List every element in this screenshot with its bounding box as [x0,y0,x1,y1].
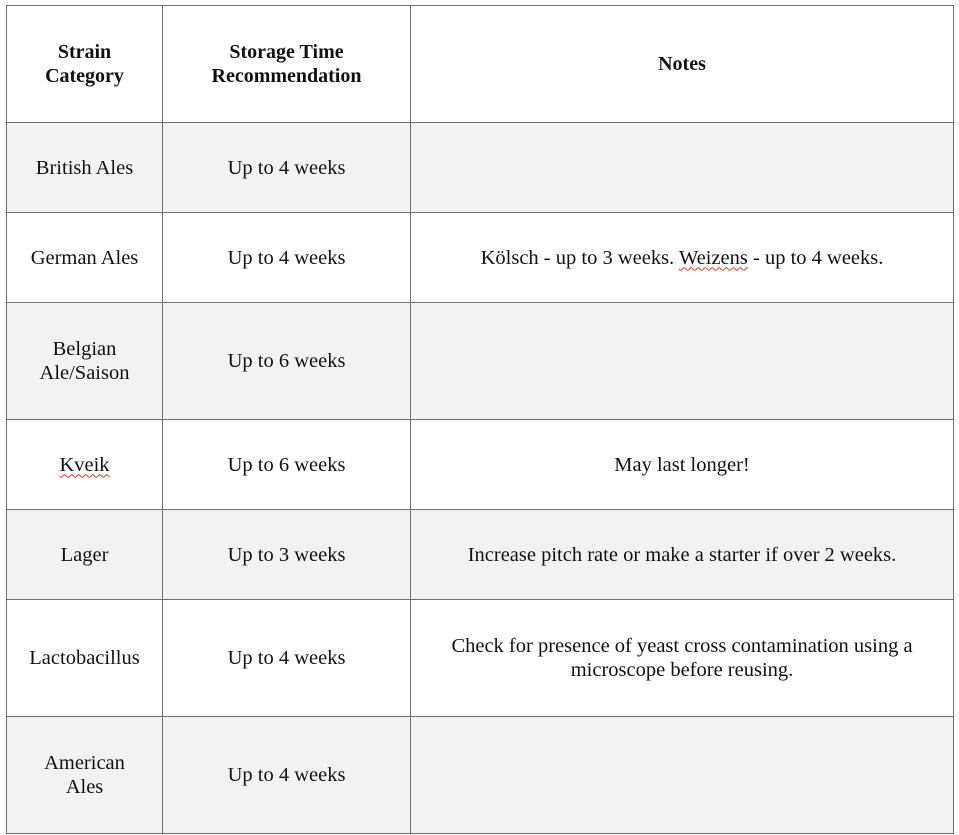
notes-cell [411,717,954,834]
yeast-storage-table [6,5,954,834]
strain-cell: German Ales [7,213,163,303]
notes-cell [411,303,954,420]
table-row [7,123,954,213]
storage-cell: Up to 4 weeks [163,213,411,303]
table-row [7,213,954,303]
header-notes: Notes [411,6,954,123]
spellcheck-flagged-word: Kveik [59,453,110,476]
notes-text: Increase pitch rate or make a starter if over 2 weeks. [467,543,897,566]
strain-cell: Lager [7,510,163,600]
storage-cell: Up to 4 weeks [163,717,411,834]
notes-text: Kölsch - up to 3 weeks. [480,246,679,269]
notes-cell [411,510,954,600]
header-storage-time: Storage Time Recommendation [163,6,411,123]
storage-cell: Up to 3 weeks [163,510,411,600]
notes-cell [411,213,954,303]
table-row [7,303,954,420]
storage-cell: Up to 6 weeks [163,303,411,420]
strain-cell: Lactobacillus [7,600,163,717]
spellcheck-flagged-word: Weizens [678,246,748,269]
table-row [7,420,954,510]
storage-cell: Up to 4 weeks [163,600,411,717]
strain-cell: British Ales [7,123,163,213]
storage-cell: Up to 6 weeks [163,420,411,510]
strain-cell: Belgian Ale/Saison [7,303,163,420]
notes-cell [411,600,954,717]
table-row [7,717,954,834]
header-strain-category: Strain Category [7,6,163,123]
table-header-row [7,6,954,123]
strain-cell: American Ales [7,717,163,834]
table-row [7,510,954,600]
notes-cell [411,123,954,213]
notes-text-tail: - up to 4 weeks. [747,246,884,269]
notes-text: May last longer! [614,453,750,476]
table-row [7,600,954,717]
strain-cell [7,420,163,510]
storage-cell: Up to 4 weeks [163,123,411,213]
notes-cell [411,420,954,510]
notes-text: Check for presence of yeast cross contamination using a microscope before reusing. [451,635,913,681]
